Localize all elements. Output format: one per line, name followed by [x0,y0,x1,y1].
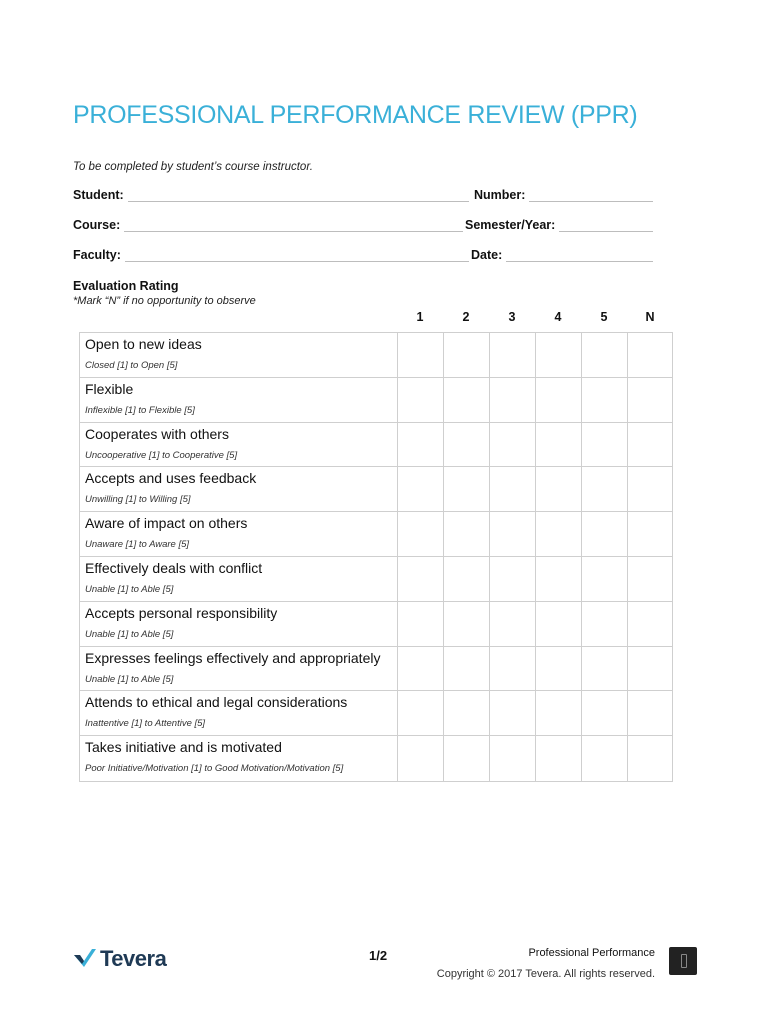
rating-cell-4[interactable] [535,378,581,422]
rating-cell-2[interactable] [443,602,489,646]
rating-header-2: 2 [462,310,470,324]
rating-cell-5[interactable] [581,423,627,467]
faculty-line[interactable] [125,249,469,262]
field-row-faculty [73,248,653,266]
rating-cell-4[interactable] [535,423,581,467]
rating-header-1: 1 [416,310,424,324]
rating-cell-n[interactable] [627,602,673,646]
rating-cell-5[interactable] [581,512,627,556]
page-number: 1/2 [369,948,388,963]
criterion-scale: Uncooperative [1] to Cooperative [5] [85,449,238,461]
date-label: Date: [471,248,503,262]
criterion-name: Takes initiative and is motivated [85,739,282,756]
criterion-scale: Poor Initiative/Motivation [1] to Good Motivation/Motivation [5] [85,763,344,775]
criterion-name: Attends to ethical and legal considerations [85,694,348,711]
criterion-name: Effectively deals with conflict [85,559,263,576]
rating-cell-n[interactable] [627,423,673,467]
rating-cell-2[interactable] [443,423,489,467]
rating-cell-3[interactable] [489,557,535,601]
criterion-name: Accepts personal responsibility [85,604,278,621]
rating-cell-4[interactable] [535,691,581,735]
field-row-student [73,188,653,206]
rating-cell-2[interactable] [443,691,489,735]
evaluation-heading: Evaluation Rating [73,279,179,293]
criterion-scale: Unwilling [1] to Willing [5] [85,494,191,506]
number-label: Number: [474,188,526,202]
instructions-text: To be completed by student’s course instructor. [73,161,313,173]
footer-copyright: Copyright © 2017 Tevera. All rights reserved. [436,968,655,980]
rating-cell-2[interactable] [443,378,489,422]
criterion-name: Accepts and uses feedback [85,470,257,487]
faculty-label: Faculty: [73,248,121,262]
rating-cell-3[interactable] [489,691,535,735]
rating-cell-3[interactable] [489,467,535,511]
criterion-name: Expresses feelings effectively and appropriately [85,649,381,666]
criterion-scale: Unaware [1] to Aware [5] [85,539,190,551]
rating-cell-n[interactable] [627,467,673,511]
footer-doc-title: Professional Performance [528,947,655,959]
criterion-scale: Inattentive [1] to Attentive [5] [85,718,206,730]
rating-cell-5[interactable] [581,736,627,781]
rating-cell-2[interactable] [443,736,489,781]
evaluation-grid [79,332,673,782]
student-field[interactable] [73,188,469,202]
criterion-scale: Unable [1] to Able [5] [85,673,174,685]
rating-cell-n[interactable] [627,512,673,556]
rating-cell-3[interactable] [489,647,535,691]
criterion-scale: Closed [1] to Open [5] [85,360,178,371]
rating-cell-4[interactable] [535,557,581,601]
rating-header-n: N [645,310,655,324]
date-line[interactable] [506,249,653,262]
logo-text: Tevera [100,946,167,971]
criterion-row [80,736,672,781]
semester-year-line[interactable] [559,219,653,232]
criterion-scale: Inflexible [1] to Flexible [5] [85,404,195,416]
rating-cell-1[interactable] [397,691,443,735]
rating-cell-3[interactable] [489,378,535,422]
tevera-check-icon [74,949,96,969]
rating-cell-2[interactable] [443,512,489,556]
rating-cell-4[interactable] [535,647,581,691]
rating-cell-5[interactable] [581,333,627,377]
bookmark-icon [669,947,697,975]
semester-year-field[interactable] [465,218,653,232]
criterion-row [80,333,672,378]
criterion-name: Flexible [85,380,134,397]
criterion-row [80,423,672,468]
rating-cell-n[interactable] [627,736,673,781]
course-line[interactable] [124,219,463,232]
rating-cell-5[interactable] [581,691,627,735]
rating-cell-4[interactable] [535,512,581,556]
rating-cell-5[interactable] [581,378,627,422]
evaluation-note: *Mark “N” if no opportunity to observe [73,295,256,307]
rating-cell-n[interactable] [627,333,673,377]
rating-cell-n[interactable] [627,557,673,601]
rating-cell-3[interactable] [489,512,535,556]
rating-header-5: 5 [600,310,608,324]
rating-header-3: 3 [508,310,516,324]
criterion-row [80,602,672,647]
criterion-row [80,512,672,557]
tevera-logo [74,946,166,972]
rating-cell-1[interactable] [397,557,443,601]
rating-cell-n[interactable] [627,691,673,735]
rating-cell-3[interactable] [489,736,535,781]
rating-cell-2[interactable] [443,467,489,511]
rating-cell-5[interactable] [581,647,627,691]
criterion-row [80,557,672,602]
criterion-scale: Unable [1] to Able [5] [85,628,174,640]
rating-cell-2[interactable] [443,557,489,601]
rating-cell-3[interactable] [489,333,535,377]
rating-cell-n[interactable] [627,378,673,422]
rating-cell-5[interactable] [581,467,627,511]
rating-cell-1[interactable] [397,378,443,422]
rating-cell-5[interactable] [581,602,627,646]
rating-cell-1[interactable] [397,602,443,646]
course-label: Course: [73,218,121,232]
rating-header-4: 4 [554,310,562,324]
rating-cell-1[interactable] [397,647,443,691]
document-title: PROFESSIONAL PERFORMANCE REVIEW (PPR) [73,101,638,129]
rating-cell-1[interactable] [397,512,443,556]
date-field[interactable] [471,248,653,262]
student-line[interactable] [128,189,469,202]
rating-cell-4[interactable] [535,736,581,781]
field-row-course [73,218,653,236]
student-label: Student: [73,188,124,202]
rating-cell-1[interactable] [397,423,443,467]
criterion-row [80,691,672,736]
rating-cell-2[interactable] [443,333,489,377]
rating-cell-3[interactable] [489,602,535,646]
semester-year-label: Semester/Year: [465,218,556,232]
number-line[interactable] [529,189,653,202]
criterion-row [80,467,672,512]
rating-cell-4[interactable] [535,602,581,646]
faculty-field[interactable] [73,248,469,262]
number-field[interactable] [474,188,653,202]
criterion-scale: Unable [1] to Able [5] [85,583,174,595]
rating-cell-1[interactable] [397,736,443,781]
course-field[interactable] [73,218,463,232]
rating-cell-1[interactable] [397,467,443,511]
rating-cell-2[interactable] [443,647,489,691]
rating-cell-n[interactable] [627,647,673,691]
criterion-row [80,378,672,423]
criterion-name: Cooperates with others [85,425,229,442]
rating-cell-1[interactable] [397,333,443,377]
rating-cell-4[interactable] [535,333,581,377]
rating-cell-5[interactable] [581,557,627,601]
criterion-name: Open to new ideas [85,336,202,352]
rating-cell-3[interactable] [489,423,535,467]
criterion-row [80,647,672,692]
rating-cell-4[interactable] [535,467,581,511]
criterion-name: Aware of impact on others [85,515,248,532]
